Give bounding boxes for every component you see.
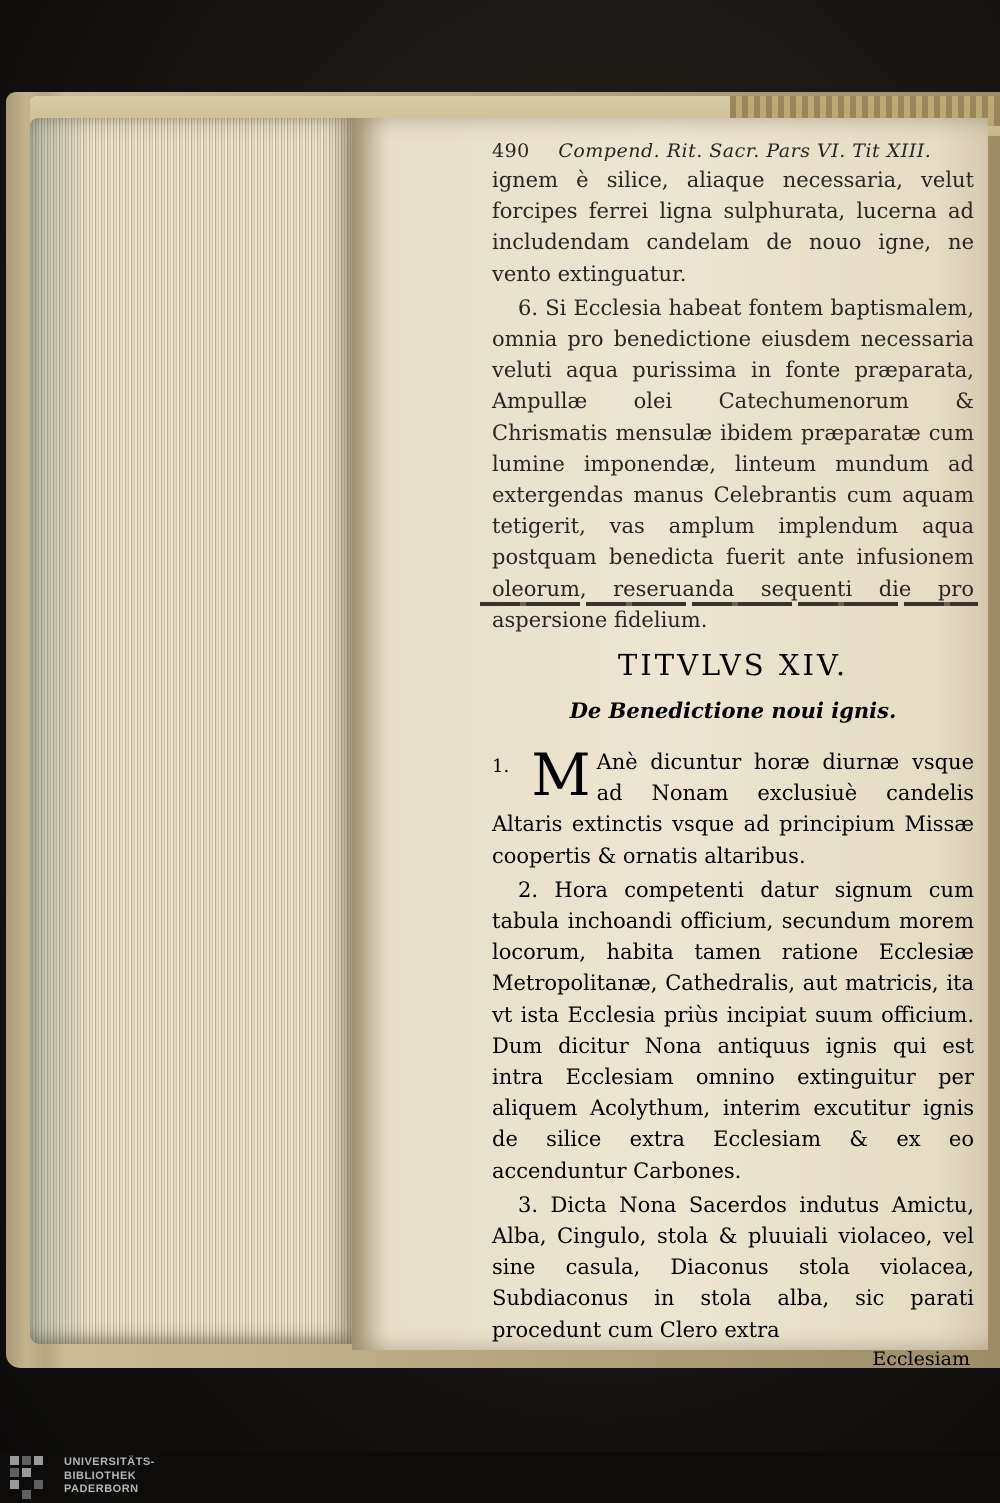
library-logo-icon — [10, 1456, 56, 1500]
library-name-line: UNIVERSITÄTS- — [64, 1456, 155, 1468]
library-name-line: BIBLIOTHEK — [64, 1469, 137, 1482]
section-title: TITVLVS XIV. — [617, 648, 849, 682]
page-number: 490 — [492, 140, 530, 162]
section-rule — [480, 602, 978, 606]
paragraph-text: Hora competenti datur signum cum tabula inchoandi officium, secundum morem locorum, habita tamen ratione Ecclesiæ Metropolitanæ, Cathedralis, aut matricis, ita vt ista Ecclesia priùs incipiat suum officium. Dum dicitur Nona antiquus ignis qui est intra Ecclesiam omnino extinguitur per aliquem Acolythum, interim excutitur ignis de silice extra Ecclesiam & ex eo accenduntur Carbones. — [492, 877, 974, 1183]
catchword: Ecclesiam — [872, 1347, 970, 1370]
paragraph-number: 3. — [518, 1192, 539, 1217]
running-head-title: Compend. Rit. Sacr. Pars VI. Tit XIII. — [558, 140, 932, 162]
paragraph-6 — [492, 293, 974, 636]
section-subtitle: De Benedictione noui ignis. — [569, 698, 897, 723]
page-fore-edge — [30, 118, 352, 1344]
paragraph-text: Anè dicuntur horæ diurnæ vsque ad Nonam exclusiuè candelis Altaris extinctis vsque ad principium Missæ coopertis & ornatis altaribus. — [492, 750, 974, 868]
paragraph-number: 1. — [492, 756, 510, 777]
paragraph-1 — [492, 741, 974, 872]
paragraph-number: 2. — [518, 877, 539, 902]
section-body — [352, 741, 988, 1370]
drop-cap: M — [531, 741, 591, 809]
paragraph-text: Dicta Nona Sacerdos indutus Amictu, Alba, Cingulo, stola & pluuiali violaceo, vel sine casula, Diaconus stola violacea, Subdiaconus in stola alba, sic parati procedunt cum Clero extra — [492, 1192, 974, 1342]
continuation-paragraph: ignem è silice, aliaque necessaria, velut forcipes ferrei ligna sulphurata, lucerna ad includendam candelam de nouo igne, ne vento extinguatur. — [492, 168, 974, 286]
library-name — [64, 1456, 155, 1497]
printed-page — [352, 118, 988, 1370]
running-head — [492, 140, 974, 162]
paragraph-2 — [492, 875, 974, 1187]
paragraph-text: Si Ecclesia habeat fontem baptismalem, omnia pro benedictione eiusdem necessaria veluti aqua purissima in fonte præparata, Ampullæ olei Catechumenorum & Chrismatis mensulæ ibidem præparatæ cum lumine imponendæ, linteum mundum ad extergendas manus Celebrantis cum aquam tetigerit, vas amplum implendum aqua postquam benedicta fuerit ante infusionem oleorum, reseruanda sequenti die pro aspersione fidelium. — [492, 295, 974, 632]
paragraph-number: 6. — [518, 295, 539, 320]
paragraph-3 — [492, 1190, 974, 1346]
library-name-line: PADERBORN — [64, 1483, 139, 1495]
